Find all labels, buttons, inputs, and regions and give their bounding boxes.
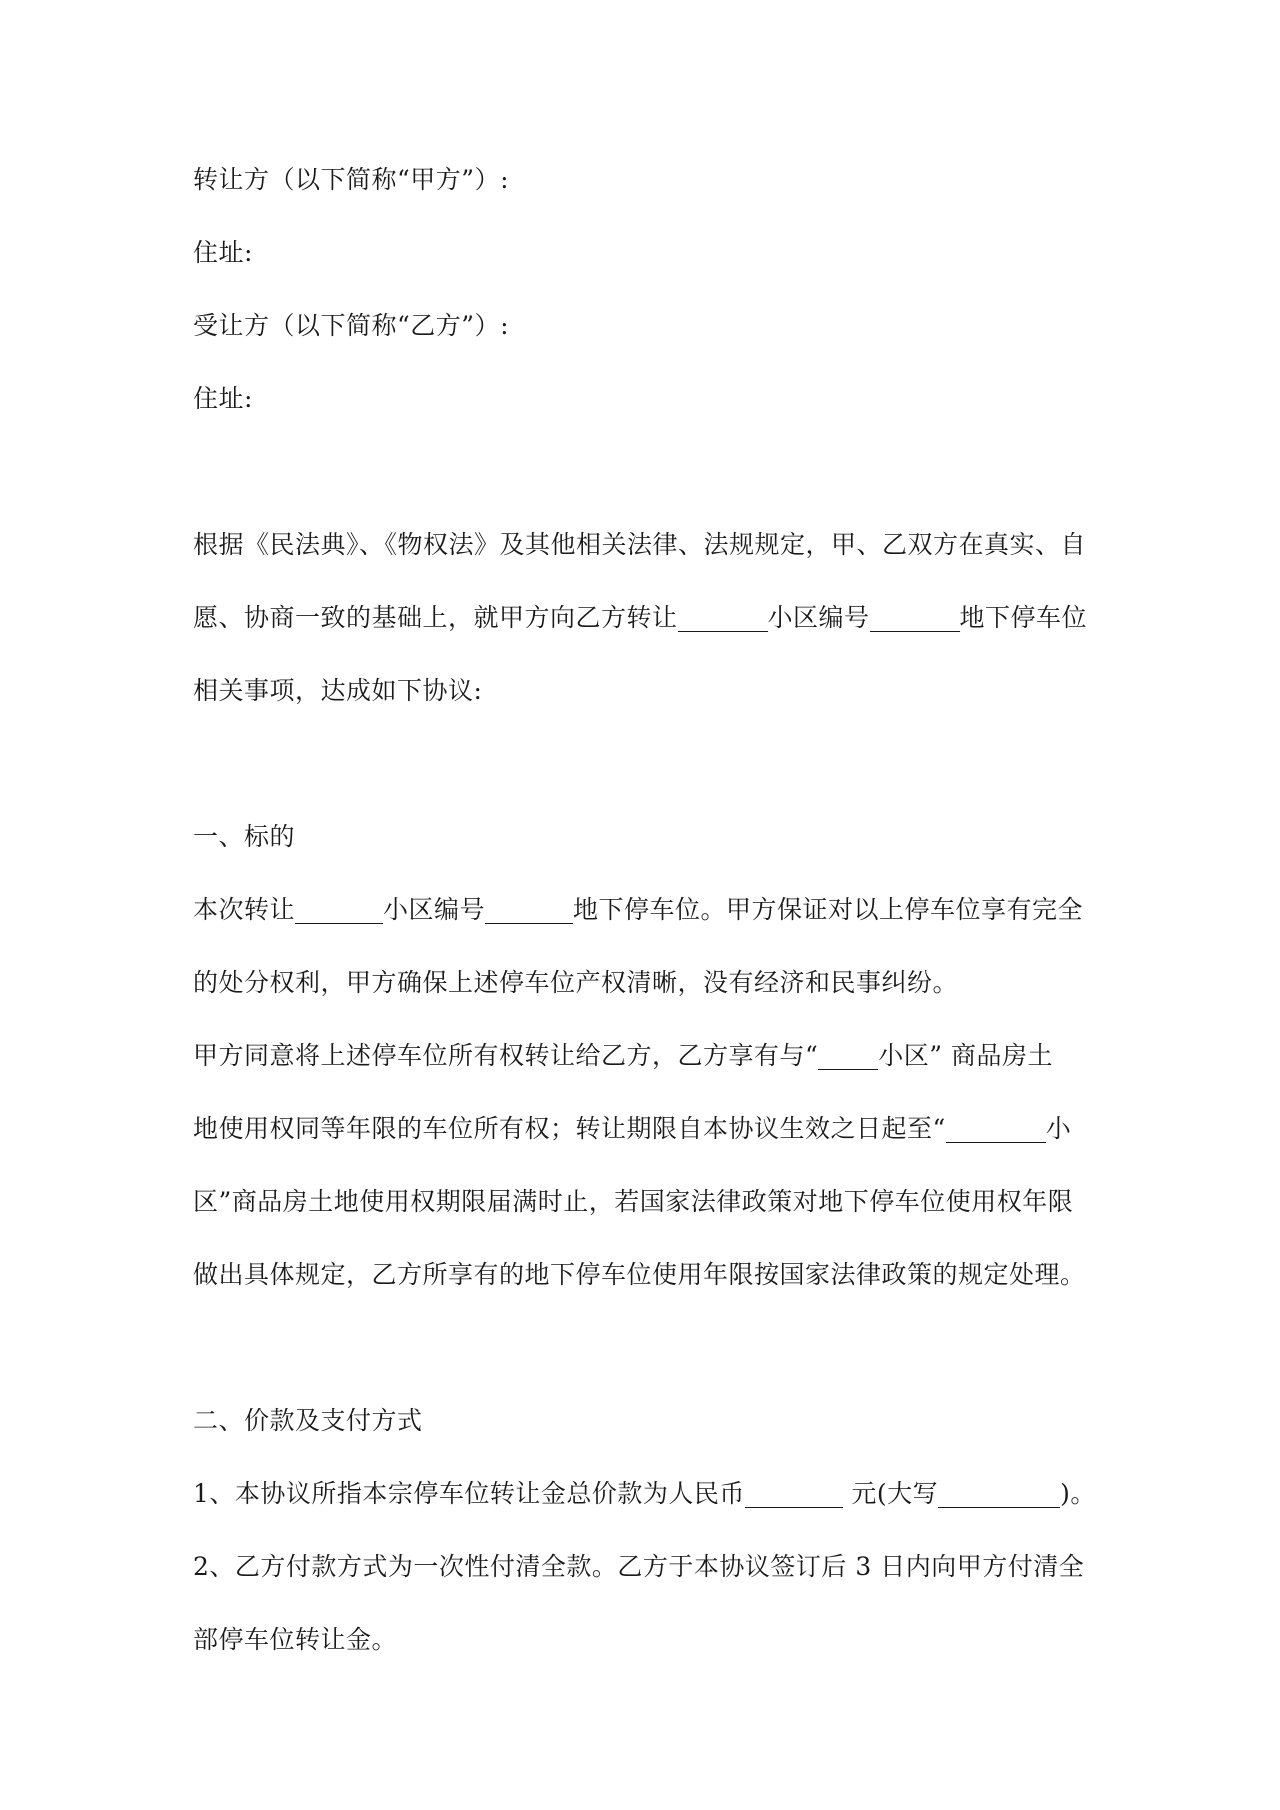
- section-2-item-2-line-1: 2、乙方付款方式为一次性付清全款。乙方于本协议签订后 3 日内向甲方付清全: [193, 1552, 1085, 1581]
- price-amount-blank[interactable]: [745, 1479, 843, 1508]
- section-1-line-3: [193, 1038, 1053, 1074]
- space-number-blank[interactable]: [485, 895, 573, 924]
- price-uppercase-blank[interactable]: [938, 1479, 1060, 1508]
- section-text: 元(大写: [851, 1479, 939, 1508]
- preamble-line-1: 根据《民法典》、《物权法》及其他相关法律、法规规定，甲、乙双方在真实、自: [193, 530, 1087, 559]
- section-text: 1、本协议所指本宗停车位转让金总价款为人民币: [193, 1479, 745, 1508]
- preamble-line-3: 相关事项，达成如下协议:: [193, 676, 483, 705]
- section-text: 小区编号: [383, 895, 486, 924]
- section-1-line-5: 区”商品房土地使用权期限届满时止，若国家法律政策对地下停车位使用权年限: [193, 1187, 1074, 1216]
- transferor-address-label: 住址:: [193, 238, 253, 267]
- community-name-blank[interactable]: [946, 1114, 1046, 1143]
- preamble-text: 愿、协商一致的基础上，就甲方向乙方转让: [193, 603, 678, 632]
- community-name-blank[interactable]: [818, 1041, 878, 1070]
- section-text: )。: [1060, 1479, 1096, 1508]
- preamble-text: 地下停车位: [959, 603, 1088, 632]
- preamble-line-2: [193, 600, 1087, 636]
- section-2-item-2-line-2: 部停车位转让金。: [193, 1625, 398, 1654]
- community-name-blank[interactable]: [295, 895, 383, 924]
- community-name-blank[interactable]: [678, 603, 768, 632]
- section-text: 地下停车位。甲方保证对以上停车位享有完全: [573, 895, 1084, 924]
- section-text: 本次转让: [193, 895, 296, 924]
- preamble-text: 小区编号: [767, 603, 870, 632]
- section-1-line-2: 的处分权利，甲方确保上述停车位产权清晰，没有经济和民事纠纷。: [193, 968, 959, 997]
- transferee-address-label: 住址:: [193, 384, 253, 413]
- section-text: 地使用权同等年限的车位所有权；转让期限自本协议生效之日起至“: [193, 1114, 946, 1143]
- section-2-item-1: [193, 1476, 1096, 1512]
- section-1-line-4: [193, 1111, 1071, 1147]
- transferor-label: 转让方（以下简称“甲方”）:: [193, 165, 509, 194]
- transferee-label: 受让方（以下简称“乙方”）:: [193, 311, 509, 340]
- section-1-line-6: 做出具体规定，乙方所享有的地下停车位使用年限按国家法律政策的规定处理。: [193, 1260, 1086, 1289]
- space-number-blank[interactable]: [870, 603, 960, 632]
- section-text: 甲方同意将上述停车位所有权转让给乙方，乙方享有与“: [193, 1041, 819, 1070]
- section-text: 小: [1045, 1114, 1072, 1143]
- section-1-heading: 一、标的: [193, 822, 296, 851]
- section-text: 小区” 商品房土: [878, 1041, 1054, 1070]
- section-1-line-1: [193, 892, 1083, 928]
- section-2-heading: 二、价款及支付方式: [193, 1406, 423, 1435]
